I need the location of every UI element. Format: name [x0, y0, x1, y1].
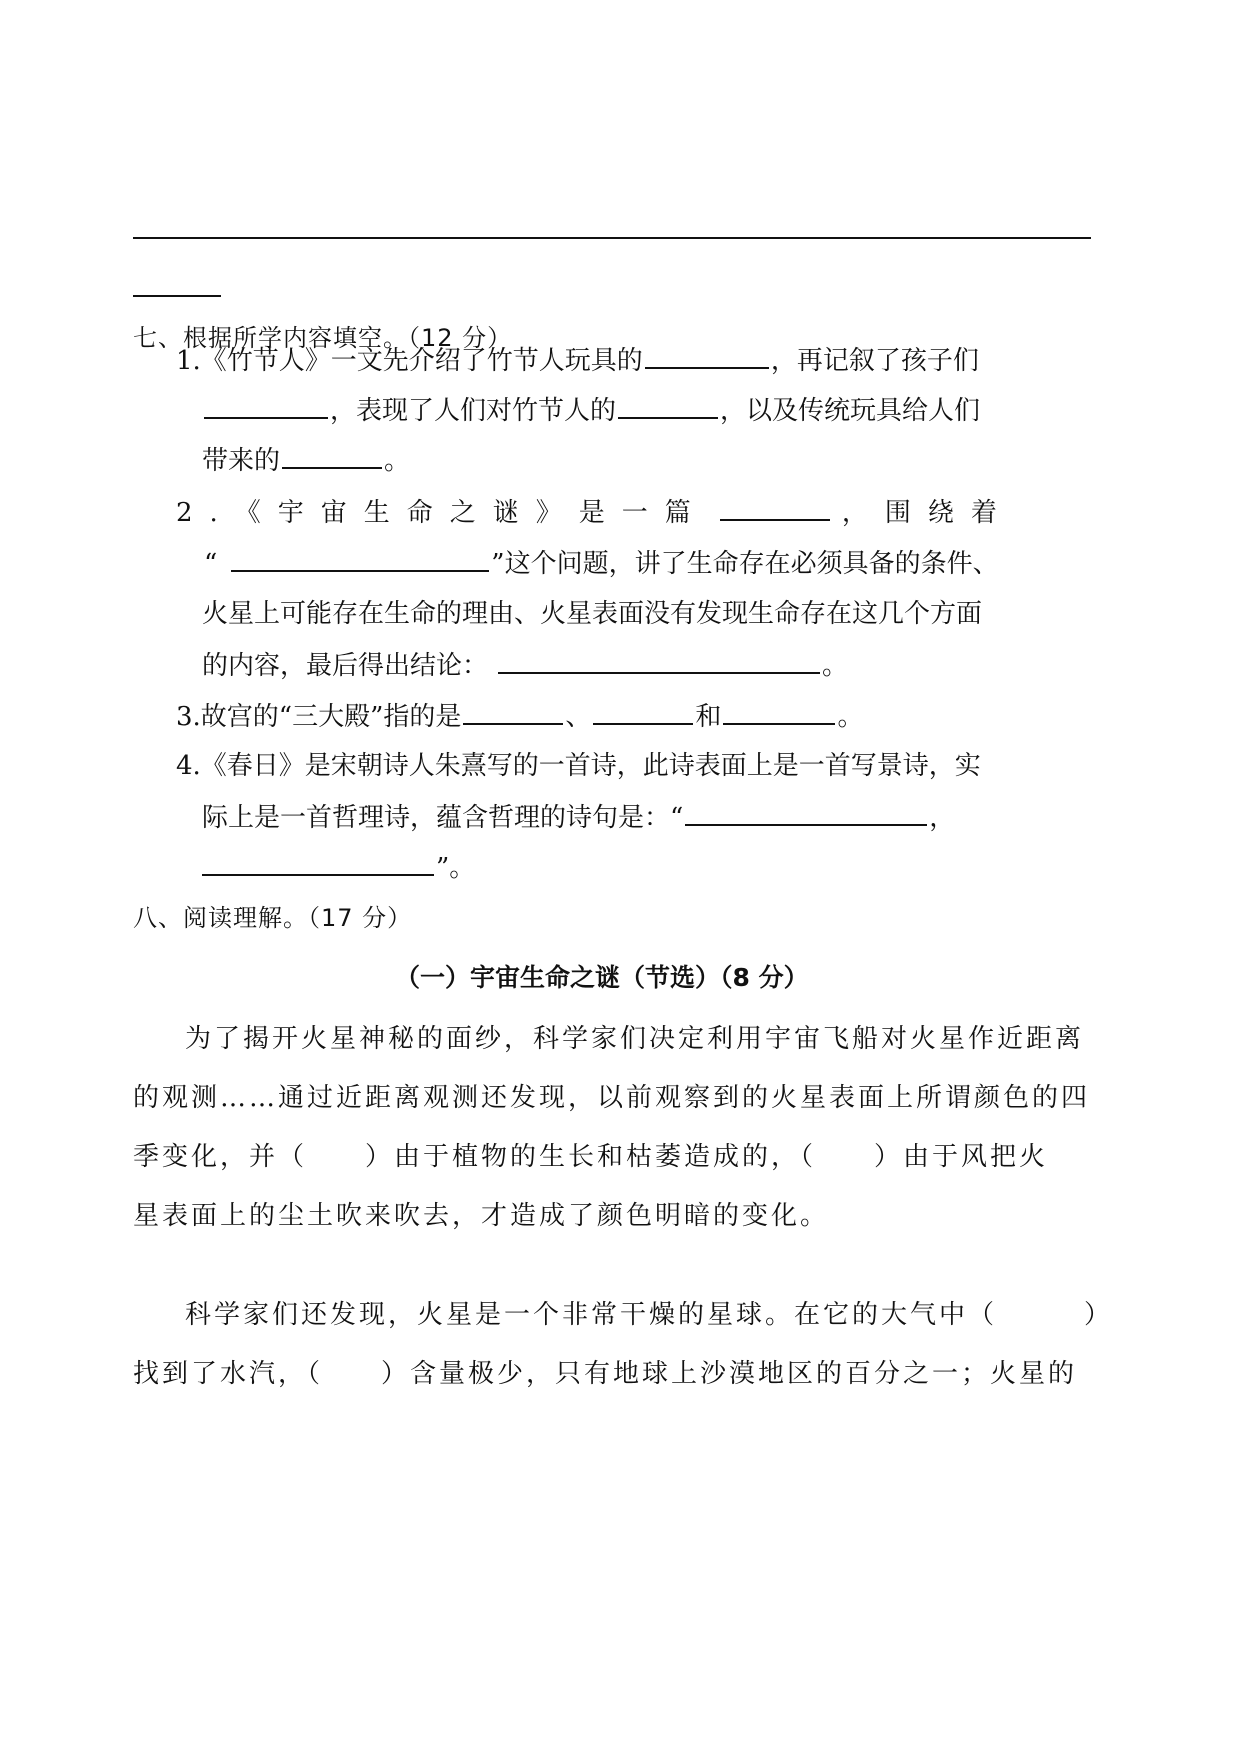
question-1-line-2 — [202, 390, 980, 427]
question-3-text-c: 和 — [695, 702, 722, 732]
question-3-text-b: 、 — [565, 702, 592, 732]
question-3-line-1 — [176, 696, 863, 733]
question-2-line-4 — [202, 645, 848, 682]
question-3-text-d: 。 — [837, 702, 864, 732]
answer-line-short[interactable] — [133, 295, 221, 297]
blank[interactable] — [723, 699, 835, 725]
question-1-text-d: ，以及传统玩具给人们 — [720, 396, 981, 426]
blank[interactable] — [720, 495, 830, 521]
blank[interactable] — [231, 546, 489, 572]
paragraph-2-line-2: 找到了水汽，（ ）含量极少，只有地球上沙漠地区的百分之一；火星的 — [133, 1359, 1078, 1389]
question-1-text-a: 1.《竹节人》一文先介绍了竹节人玩具的 — [176, 346, 643, 376]
question-4-text-a: 际上是一首哲理诗，蕴含哲理的诗句是：“ — [202, 803, 684, 833]
question-1-text-b: ，再记叙了孩子们 — [770, 346, 979, 376]
question-2-line-2 — [204, 543, 999, 580]
paragraph-1-line-4: 星表面上的尘土吹来吹去，才造成了颜色明暗的变化。 — [133, 1201, 830, 1231]
blank[interactable] — [645, 343, 769, 369]
passage-title: （一）宇宙生命之谜（节选）（8 分） — [395, 963, 809, 992]
question-1-line-1 — [176, 340, 979, 377]
question-2-line-3: 火星上可能存在生命的理由、火星表面没有发现生命存在这几个方面 — [202, 599, 983, 629]
question-2-text-b: ，围绕着 — [841, 498, 1014, 528]
section-7-heading: 七、根据所学内容填空。（12 分） — [133, 324, 513, 352]
question-1-line-3 — [202, 440, 410, 477]
question-2-text-c: “ — [204, 549, 218, 579]
paragraph-1-line-2: 的观测……通过近距离观测还发现，以前观察到的火星表面上所谓颜色的四 — [133, 1083, 1091, 1113]
question-2-text-e: 的内容，最后得出结论： — [202, 651, 489, 681]
question-2-text-a: 2.《宇宙生命之谜》是一篇 — [176, 498, 708, 528]
answer-line-long[interactable] — [133, 237, 1091, 239]
blank[interactable] — [593, 699, 693, 725]
blank[interactable] — [282, 443, 382, 469]
question-1-text-f: 。 — [384, 446, 411, 476]
blank[interactable] — [498, 648, 820, 674]
paragraph-2-line-1: 科学家们还发现，火星是一个非常干燥的星球。在它的大气中（ ） — [185, 1300, 1114, 1330]
question-4-text-c: ”。 — [436, 853, 476, 883]
question-4-line-1: 4.《春日》是宋朝诗人朱熹写的一首诗，此诗表面上是一首写景诗，实 — [176, 751, 981, 781]
question-2-line-1 — [176, 492, 1014, 529]
section-8-heading: 八、阅读理解。（17 分） — [133, 904, 413, 932]
blank[interactable] — [463, 699, 563, 725]
paragraph-1-line-3: 季变化，并（ ）由于植物的生长和枯萎造成的，（ ）由于风把火 — [133, 1142, 1049, 1172]
blank[interactable] — [618, 393, 718, 419]
question-2-text-d: ”这个问题，讲了生命存在必须具备的条件、 — [491, 549, 999, 579]
paragraph-1-line-1: 为了揭开火星神秘的面纱，科学家们决定利用宇宙飞船对火星作近距离 — [185, 1024, 1085, 1054]
question-4-text-b: ， — [929, 803, 956, 833]
question-1-text-c: ，表现了人们对竹节人的 — [330, 396, 617, 426]
question-3-text-a: 3.故宫的“三大殿”指的是 — [176, 702, 462, 732]
question-4-line-3 — [202, 847, 475, 884]
question-4-line-2 — [202, 797, 955, 834]
blank[interactable] — [202, 850, 434, 876]
blank[interactable] — [204, 393, 328, 419]
blank[interactable] — [685, 800, 927, 826]
question-2-text-f: 。 — [822, 651, 849, 681]
question-1-text-e: 带来的 — [202, 446, 281, 476]
